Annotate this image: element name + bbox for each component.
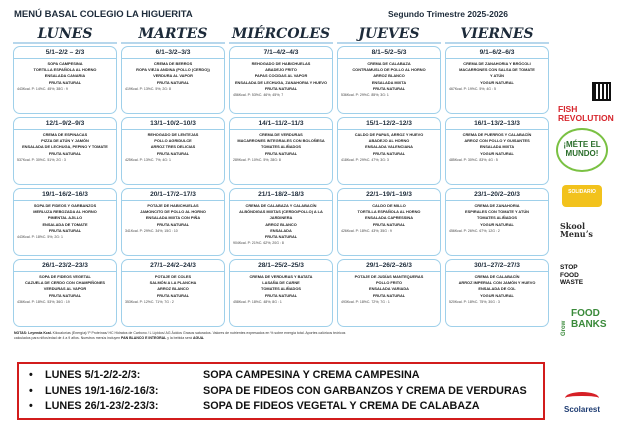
dish-line: FRUTA NATURAL bbox=[156, 150, 190, 156]
menu-cell bbox=[337, 259, 441, 327]
menu-date: 28/1–25/2–25/3 bbox=[230, 260, 332, 272]
dish-line: FRUTA NATURAL bbox=[264, 292, 298, 298]
dish-line: TORTILLA ESPAÑOLA AL HORNO bbox=[357, 209, 421, 215]
dish-line: ENSALADA CANARIA bbox=[44, 73, 86, 79]
scolarest-logo-text: Scolarest bbox=[564, 405, 601, 414]
qr-code-icon bbox=[592, 82, 611, 101]
dish-line: ESPIRALES CON TOMATE Y ATÚN bbox=[465, 209, 529, 215]
skool-menus-logo bbox=[560, 222, 593, 238]
dish-line: POLLO FRITO bbox=[375, 280, 403, 286]
dish-line: FRUTA NATURAL bbox=[264, 85, 298, 91]
menu-date: 13/1–10/2–10/3 bbox=[122, 118, 224, 130]
alert-row bbox=[29, 368, 537, 384]
dish-line: FRUTA NATURAL bbox=[156, 292, 190, 298]
dish-line: MACARRONES CON SALSA DE TOMATE bbox=[459, 67, 535, 73]
menu-date: 29/1–26/2–26/3 bbox=[338, 260, 440, 272]
dish-line: CAZUELA DE CERDO CON CHAMPIÑONES bbox=[24, 280, 106, 286]
dish-line: FRUTA NATURAL bbox=[48, 292, 82, 298]
dish-line: FRUTA NATURAL bbox=[48, 150, 82, 156]
menu-cell bbox=[121, 46, 225, 114]
menu-cell bbox=[337, 117, 441, 185]
dish-line: TOMATES ALIÑADOS bbox=[261, 286, 301, 292]
menu-cell bbox=[229, 188, 333, 256]
notes-bread-text: calculados para niños/edad de 4 a 9 años. Nuestros menús incluyen bbox=[14, 336, 121, 340]
alert-row-label: LUNES 26/1-23/2-23/3: bbox=[45, 400, 159, 412]
nutrition-info: 520Kcal. P: 18%C. 75%; 30G : 3 bbox=[449, 299, 500, 304]
menu-dishes bbox=[122, 272, 224, 305]
dish-line: POTAJE DE HABICHUELAS bbox=[147, 203, 199, 208]
alert-row-text: SOPA DE FIDEOS CON GARBANZOS Y CREMA DE VERDURAS bbox=[203, 384, 527, 397]
dish-line: CREMA DE CALABAZA Y CALABACÍN bbox=[245, 203, 317, 208]
nutrition-info: 904Kcal. P: 21%C. 62%; 20G : 8 bbox=[233, 241, 284, 246]
menu-cell bbox=[121, 188, 225, 256]
menu-date: 30/1–27/2–27/3 bbox=[446, 260, 548, 272]
dish-line: ARROZ TRES DELICIAS bbox=[150, 144, 196, 150]
fish-revolution-logo-text: REVOLUTION bbox=[558, 113, 614, 123]
dish-line: POTAJE DE JUDÍAS MANTEQUERAS bbox=[354, 274, 424, 279]
dish-line: CREMA DE ZANAHORIA bbox=[474, 203, 520, 208]
dish-line: ENSALADA VARIADA bbox=[369, 286, 409, 292]
nutrition-info: 436Kcal. P: 18%C. 53%; 36G : 19 bbox=[17, 299, 70, 304]
nutrition-info: 493Kcal. P: 18%C. 72%; 7G : 1 bbox=[341, 299, 390, 304]
menu-cell bbox=[337, 188, 441, 256]
menu-dishes bbox=[446, 59, 548, 92]
nutrition-info: 443Kcal. P: 14%C. 45%; 38G : 9 bbox=[17, 86, 68, 91]
dish-line: LASAÑA DE CARNE bbox=[262, 280, 300, 286]
dish-line: FRUTA NATURAL bbox=[156, 221, 190, 227]
menu-dishes bbox=[446, 130, 548, 163]
bullet-icon: • bbox=[29, 369, 33, 381]
nutrition-info: 458Kcal. P: 18%C. 48%; 8G : 1 bbox=[233, 299, 282, 304]
menu-cell bbox=[445, 259, 549, 327]
menu-dishes bbox=[14, 272, 116, 305]
skool-logo-line1: Skool bbox=[560, 221, 586, 231]
dish-line: FRUTA NATURAL bbox=[264, 150, 298, 156]
alert-row-text: SOPA DE FIDEOS VEGETAL Y CREMA DE CALABAZA bbox=[203, 400, 480, 412]
dish-line: FRUTA NATURAL bbox=[372, 292, 406, 298]
term-label: Segundo Trimestre 2025-2026 bbox=[388, 9, 509, 19]
notes-drink-text: y la bebida será bbox=[167, 336, 192, 340]
dish-line: POLLO AGRIDULCE bbox=[154, 138, 192, 144]
menu-cell bbox=[445, 117, 549, 185]
dish-line: CREMA DE VERDURAS bbox=[259, 132, 303, 137]
solidario-logo: SOLIDARIO bbox=[562, 185, 602, 207]
alert-row-text: SOPA CAMPESINA Y CREMA CAMPESINA bbox=[203, 369, 420, 381]
menu-dishes bbox=[14, 201, 116, 240]
dish-line: ARROZ BLANCO bbox=[265, 221, 297, 227]
menu-cell bbox=[445, 188, 549, 256]
dish-line: YOGUR NATURAL bbox=[480, 79, 514, 85]
menu-date: 22/1–19/1–19/3 bbox=[338, 189, 440, 201]
bullet-icon: • bbox=[29, 400, 33, 412]
grow-logo-word: Grow bbox=[561, 320, 567, 336]
dish-line: FRUTA NATURAL bbox=[372, 221, 406, 227]
dish-line: FRUTA NATURAL bbox=[372, 85, 406, 91]
dish-line: FRUTA NATURAL bbox=[48, 227, 82, 233]
nutrition-info: 467Kcal. P: 19%C. 5%; 4G : 5 bbox=[449, 86, 496, 91]
nutrition-info: 419Kcal. P: 13%C. 5%; 2G: 8 bbox=[125, 86, 171, 91]
dish-line: ENSALADA DE TOMATE bbox=[42, 221, 88, 227]
dish-line: ALBÓNDIGAS MIXTAS (CERDO/POLLO) A LA JARDINERA bbox=[239, 209, 323, 221]
menu-date: 14/1–11/2–11/3 bbox=[230, 118, 332, 130]
day-header: VIERNES bbox=[445, 26, 549, 44]
menu-dishes bbox=[230, 59, 332, 98]
dish-line: MERLUZA REBOZADA AL HORNO bbox=[33, 209, 97, 215]
alert-box bbox=[17, 362, 545, 420]
menu-cell bbox=[337, 46, 441, 114]
dish-line: CREMA DE ZANAHORIA Y BRÓCOLI bbox=[463, 61, 531, 66]
dish-line: TORTILLA ESPAÑOLA AL HORNO bbox=[33, 67, 97, 73]
nutrition-info: 536Kcal. P: 29%C. 85%; 3G: 1 bbox=[341, 93, 389, 98]
menu-date: 5/1–2/2 – 2/3 bbox=[14, 47, 116, 59]
menu-date: 12/1–9/2–9/3 bbox=[14, 118, 116, 130]
menu-dishes bbox=[338, 201, 440, 234]
notes-water: AGUA. bbox=[192, 336, 205, 340]
menu-cell bbox=[229, 117, 333, 185]
scolarest-arc-icon bbox=[565, 392, 599, 404]
dish-line: REHOGADO DE LENTEJAS bbox=[147, 132, 199, 137]
notes-legend-text: Kilocalorías (Energía)/ P Proteínas/ HC Hidratos de Carbono / L Lípidos/ AG Ácidos Grasos saturados. Valores de nutrientes expresados en % sobre energía total. Aportes calóricos teóricos bbox=[52, 331, 346, 335]
bullet-icon: • bbox=[29, 384, 33, 397]
menu-date: 27/1–24/2–24/3 bbox=[122, 260, 224, 272]
menu-cell bbox=[13, 46, 117, 114]
alert-row bbox=[29, 384, 537, 400]
dish-line: ARROZ IMPERIAL CON JAMÓN Y HUEVO bbox=[458, 280, 536, 286]
dish-line: ENSALADA VALENCIANA bbox=[365, 144, 413, 150]
menu-dishes bbox=[14, 130, 116, 163]
menu-title: MENÚ BASAL COLEGIO LA HIGUERITA bbox=[14, 9, 193, 20]
dish-line: CALDO DE PAPAS, ARROZ Y HUEVO bbox=[354, 132, 424, 137]
menu-dishes bbox=[122, 130, 224, 163]
dish-line: ABADEJO AL HORNO bbox=[368, 138, 410, 144]
menu-dishes bbox=[338, 59, 440, 98]
stop-logo-line2: FOOD bbox=[560, 271, 579, 279]
menu-date: 8/1–5/2–5/3 bbox=[338, 47, 440, 59]
menu-dishes bbox=[14, 59, 116, 92]
nutrition-info: 456Kcal. P: 53%C. 46%; 45%; 7 bbox=[233, 93, 284, 98]
dish-line: ENSALADA bbox=[270, 227, 292, 233]
menu-cell bbox=[445, 46, 549, 114]
menu-cell bbox=[13, 188, 117, 256]
dish-line: CREMA DE CALABACÍN bbox=[474, 274, 520, 279]
dish-line: PIZZA DE ATÚN Y JAMÓN bbox=[41, 138, 89, 144]
dish-line: ENSALADA MIXTA CON PIÑA bbox=[145, 215, 201, 221]
menu-dishes bbox=[122, 201, 224, 234]
nutrition-info: 353Kcal. P: 12%C. 71%; 7G : 2 bbox=[125, 299, 174, 304]
dish-line: TOMATES ALIÑADOS bbox=[261, 144, 301, 150]
nutrition-info: 425Kcal. P: 13%C. 7%; 4G: 1 bbox=[125, 157, 171, 162]
dish-line: POTAJE DE COLES bbox=[154, 274, 192, 279]
alert-row-label: LUNES 5/1-2/2-2/3: bbox=[45, 369, 141, 381]
dish-line: ENSALADA MIXTA bbox=[479, 144, 515, 150]
menu-dishes bbox=[446, 272, 548, 305]
grow-food-banks-logo bbox=[561, 308, 613, 338]
nutrition-info: 485Kcal. P: 30%C. 83%; 4G : 5 bbox=[449, 157, 498, 162]
dish-line: PIMENTAL AJILLO bbox=[47, 215, 83, 221]
nutrition-info: 418Kcal. P: 29%C. 47%; 3G: 3 bbox=[341, 157, 389, 162]
dish-line: VERDURA AL VAPOR bbox=[153, 73, 193, 79]
menu-date: 16/1–13/2–13/3 bbox=[446, 118, 548, 130]
dish-line: CREMA DE CALABAZA bbox=[367, 61, 411, 66]
stop-logo-line1: STOP bbox=[560, 264, 578, 271]
dish-line: SOPA CAMPESINA bbox=[47, 61, 83, 66]
menu-dishes bbox=[122, 59, 224, 92]
menu-cell bbox=[121, 259, 225, 327]
dish-line: ENSALADA DE LECHUGA, PEPINO Y TOMATE bbox=[22, 144, 108, 150]
notes-bread-bold: PAN BLANCO E INTEGRAL bbox=[121, 336, 167, 340]
menu-cell bbox=[229, 259, 333, 327]
dish-line: YOGUR NATURAL bbox=[480, 221, 514, 227]
day-header: MIÉRCOLES bbox=[229, 26, 333, 44]
dish-line: ARROZ BLANCO bbox=[373, 73, 405, 79]
dish-line: FRUTA NATURAL bbox=[48, 79, 82, 85]
menu-date: 9/1–6/2–6/3 bbox=[446, 47, 548, 59]
day-header: JUEVES bbox=[337, 26, 441, 44]
menu-date: 7/1–4/2–4/3 bbox=[230, 47, 332, 59]
dish-line: CREMA DE PUERROS Y CALABACÍN bbox=[462, 132, 532, 137]
dish-line: CREMA DE ESPINACAS bbox=[42, 132, 88, 137]
menu-dishes bbox=[230, 201, 332, 246]
menu-date: 23/1–20/2–20/3 bbox=[446, 189, 548, 201]
dish-line: ENSALADA DE LECHUGA, ZANAHORIA Y HUEVO bbox=[234, 79, 328, 85]
menu-date: 15/1–12/2–12/3 bbox=[338, 118, 440, 130]
menu-dishes bbox=[338, 272, 440, 305]
menu-cell bbox=[229, 46, 333, 114]
dish-line: ENSALADA DE COL bbox=[478, 286, 516, 292]
dish-line: SALMÓN A LA PLANCHA bbox=[149, 280, 197, 286]
dish-line: YOGUR NATURAL bbox=[480, 292, 514, 298]
dish-line: ABADEJO FRITO bbox=[265, 67, 297, 73]
stop-food-waste-logo bbox=[560, 264, 583, 287]
dish-line: FRUTA NATURAL bbox=[156, 79, 190, 85]
notes-legend-label: Leyenda Kcal. bbox=[28, 331, 52, 335]
nutrition-notes bbox=[14, 331, 534, 341]
nutrition-info: 341Kcal. P: 29%C. 34%; 15G : 10 bbox=[125, 228, 178, 233]
menu-cell bbox=[13, 259, 117, 327]
nutrition-info: 456Kcal. P: 26%C. 67%; 12G : 2 bbox=[449, 228, 500, 233]
dish-line: JAMONCITO DE POLLO AL HORNO bbox=[140, 209, 206, 215]
menu-dishes bbox=[446, 201, 548, 234]
menu-dishes bbox=[230, 130, 332, 163]
dish-line: REHOGADO DE HABICHUELAS bbox=[251, 61, 311, 66]
dish-line: CREMA DE VERDURAS Y BATATA bbox=[249, 274, 313, 279]
dish-line: FRUTA NATURAL bbox=[264, 234, 298, 240]
dish-line: Y ATÚN bbox=[490, 73, 504, 79]
skool-logo-line2: Menuʼs bbox=[560, 229, 593, 239]
nutrition-info: 537Kcal. P: 30%C. 51%; 2G : 3 bbox=[17, 157, 66, 162]
dish-line: ENSALADA CAPRESSINA bbox=[364, 215, 414, 221]
scolarest-logo bbox=[564, 392, 600, 414]
dish-line: ARROZ CON POLLO Y GUISANTES bbox=[464, 138, 530, 144]
alert-row-label: LUNES 19/1-16/2-16/3: bbox=[45, 384, 159, 397]
dish-line: PAPAS COCIDAS AL VAPOR bbox=[254, 73, 308, 79]
dish-line: YOGUR NATURAL bbox=[480, 150, 514, 156]
grow-logo-food: FOOD bbox=[571, 308, 600, 319]
day-header: MARTES bbox=[121, 26, 225, 44]
menu-date: 19/1–16/2–16/3 bbox=[14, 189, 116, 201]
menu-date: 20/1–17/2–17/3 bbox=[122, 189, 224, 201]
menu-cell bbox=[121, 117, 225, 185]
grow-logo-banks: BANKS bbox=[571, 319, 607, 330]
menu-dishes bbox=[230, 272, 332, 305]
day-header: LUNES bbox=[13, 26, 117, 44]
dish-line: TOMATES ALIÑADOS bbox=[477, 215, 517, 221]
menu-date: 6/1–3/2–3/3 bbox=[122, 47, 224, 59]
dish-line: ENSALADA MIXTA bbox=[371, 79, 407, 85]
dish-line: ARROZ BLANCO bbox=[157, 286, 189, 292]
alert-row bbox=[29, 399, 537, 415]
menu-cell bbox=[13, 117, 117, 185]
dish-line: FRUTA NATURAL bbox=[372, 150, 406, 156]
nutrition-info: 426Kcal. P: 18%C. 43%; 35G : 9 bbox=[341, 228, 392, 233]
dish-line: CREMA DE BERROS bbox=[153, 61, 193, 66]
menu-dishes bbox=[338, 130, 440, 163]
dish-line: SOPA DE FIDEOS Y GARBANZOS bbox=[33, 203, 97, 208]
dish-line: SOPA DE FIDEOS VEGETAL bbox=[39, 274, 91, 279]
dish-line: MACARRONES INTEGRALES CON BOLOÑESA bbox=[237, 138, 325, 144]
menu-date: 21/1–18/2–18/3 bbox=[230, 189, 332, 201]
menu-date: 26/1–23/2–23/3 bbox=[14, 260, 116, 272]
dish-line: CALDO DE MILLO bbox=[372, 203, 406, 208]
dish-line: VERDURAS AL VAPOR bbox=[43, 286, 87, 292]
notes-label: NOTAS: bbox=[14, 331, 28, 335]
dish-line: ROPA VIEJA ANDINA (POLLO (CERDO)) bbox=[136, 67, 210, 73]
nutrition-info: 443Kcal. P: 18%C. 5%; 2G: 1 bbox=[17, 235, 63, 240]
dish-line: CONTRAMUSLO DE POLLO AL HORNO bbox=[352, 67, 426, 73]
nutrition-info: 289Kcal. P: 10%C. 5%; 28G: 8 bbox=[233, 157, 281, 162]
mete-el-mundo-logo: ¡MÉTE EL MUNDO! bbox=[556, 128, 608, 172]
fish-revolution-logo: FISH bbox=[558, 104, 578, 114]
stop-logo-line3: WASTE bbox=[560, 279, 584, 286]
